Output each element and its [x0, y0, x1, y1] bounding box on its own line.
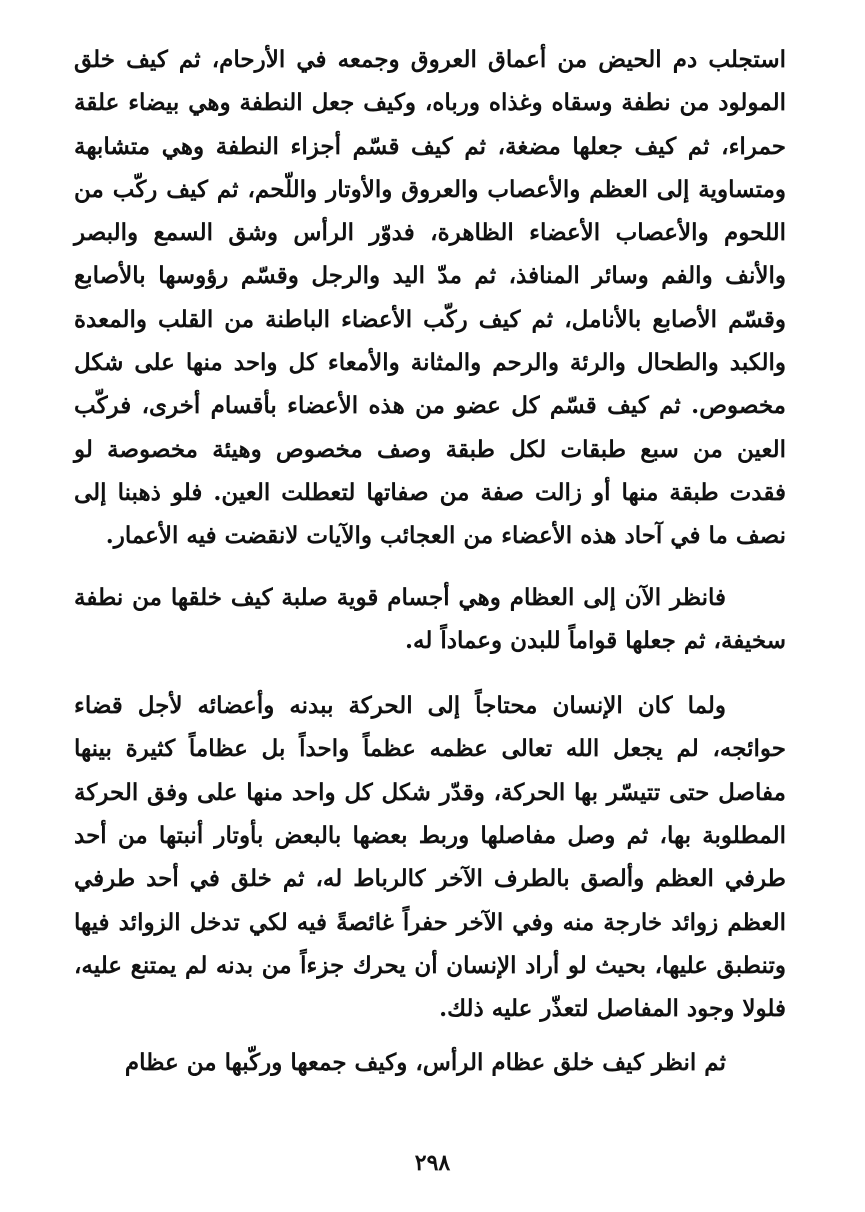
paragraph-4: ثم انظر كيف خلق عظام الرأس، وكيف جمعها وركّبها من عظام — [124, 1048, 726, 1076]
paragraph-3: ولما كان الإنسان محتاجاً إلى الحركة ببدنه وأعضائه لأجل قضاء حوائجه، لم يجعل الله تعالى عظمه عظماً واحداً بل عظاماً كثيرة بينها مفاصل حتى تتيسّر بها الحركة، وقدّر شكل كل واحد منها على وفق الحركة المطلوبة بها، ثم وصل مفاصلها وربط بعضها بالبعض بأوتار أنبتها من أحد طرفي العظم وألصق بالطرف الآخر كالرباط له، ثم خلق في أحد طرفي العظم زوائد خارجة منه وفي الآخر حفراً غائصةً فيه لكي تدخل الزوائد فيها وتنطبق عليها، بحيث لو أراد الإنسان أن يحرك جزءاً من بدنه لم يمتنع عليه، فلولا وجود المفاصل لتعذّر عليه ذلك. — [74, 692, 786, 1023]
paragraph-1: استجلب دم الحيض من أعماق العروق وجمعه في الأرحام، ثم كيف خلق المولود من نطفة وسقاه وغذاه ورباه، وكيف جعل النطفة وهي بيضاء علقة حمراء، ثم كيف جعلها مضغة، ثم كيف قسّم أجزاء النطفة وهي متشابهة ومتساوية إلى العظم والأعصاب والعروق والأوتار واللّحم، ثم كيف ركّب من اللحوم والأعصاب الأعضاء الظاهرة، فدوّر الرأس وشق السمع والبصر والأنف والفم وسائر المنافذ، ثم مدّ اليد والرجل وقسّم رؤوسها بالأصابع وقسّم الأصابع بالأنامل، ثم كيف ركّب الأعضاء الباطنة من القلب والمعدة والكبد والطحال والرئة والرحم والمثانة والأمعاء كل واحد منها على شكل مخصوص. ثم كيف قسّم كل عضو من هذه الأعضاء بأقسام أخرى، فركّب العين من سبع طبقات لكل طبقة وصف مخصوص وهيئة مخصوصة لو فقدت طبقة منها أو زالت صفة من صفاتها لتعطلت العين. فلو ذهبنا إلى نصف ما في آحاد هذه الأعضاء من العجائب والآيات لانقضت فيه الأعمار. — [74, 46, 786, 550]
page-body — [74, 38, 786, 1084]
page-number: ٢٩٨ — [414, 1150, 451, 1176]
paragraph-2: فانظر الآن إلى العظام وهي أجسام قوية صلبة كيف خلقها من نطفة سخيفة، ثم جعلها قواماً للبدن وعماداً له. — [74, 583, 786, 654]
